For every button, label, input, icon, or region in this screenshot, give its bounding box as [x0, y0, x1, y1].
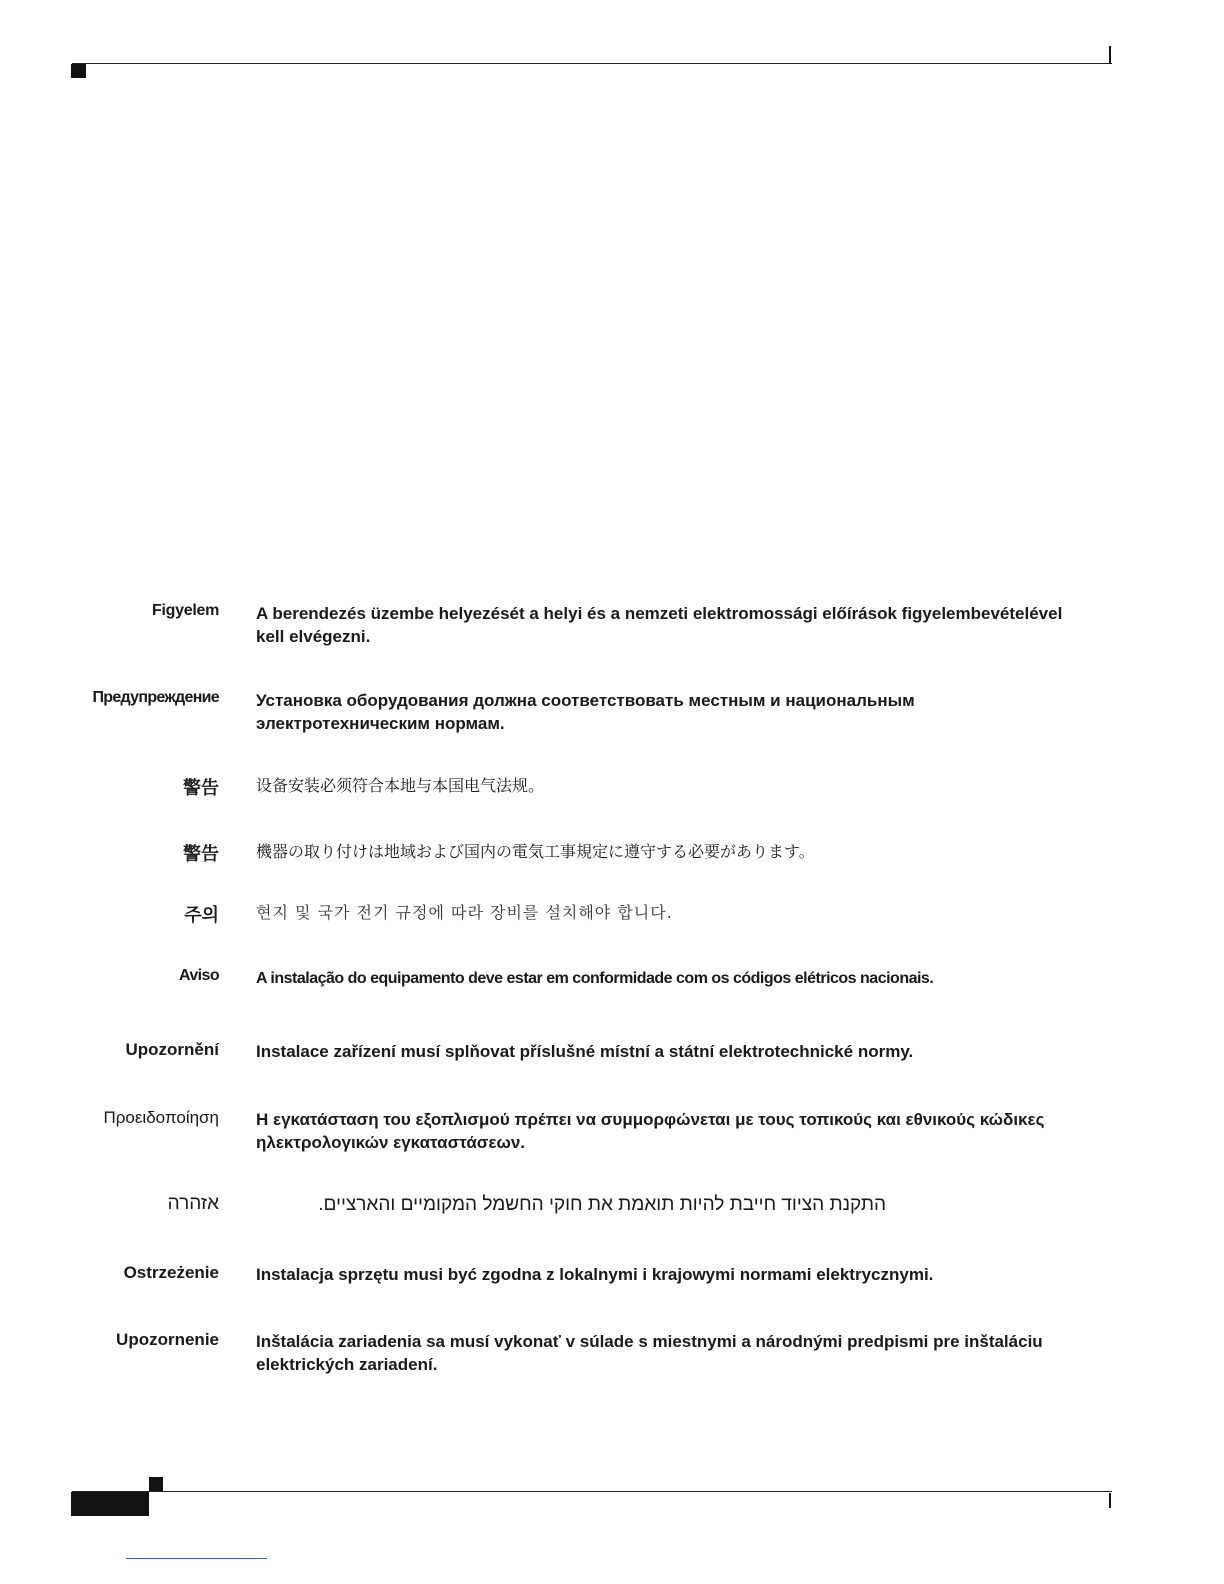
warning-label: Aviso — [179, 967, 219, 984]
warning-label: Предупреждение — [92, 689, 219, 706]
warning-label: Upozornění — [125, 1040, 219, 1059]
warning-label: 주의 — [184, 905, 219, 926]
warning-text: 设备安装必须符合本地与本国电气法规。 — [256, 776, 545, 795]
warning-label: Προειδοποίηση — [103, 1108, 219, 1127]
header-corner-marker — [71, 64, 86, 78]
header-rule — [72, 63, 1112, 64]
footer-link-underline[interactable] — [126, 1558, 267, 1559]
warning-text: 현지 및 국가 전기 규정에 따라 장비를 설치해야 합니다. — [256, 903, 673, 922]
footer-page-tab — [71, 1492, 149, 1516]
warning-label: 警告 — [183, 778, 219, 799]
footer-marker — [149, 1477, 163, 1491]
warning-text: A berendezés üzembe helyezését a helyi és a nemzeti elektromossági előírások figyelembevételével kell elvégezni. — [256, 604, 1063, 646]
warning-label: Figyelem — [152, 602, 219, 619]
warning-text: Установка оборудования должна соответствовать местным и национальным электротехническим нормам. — [256, 691, 915, 733]
warning-text: Instalacja sprzętu musi być zgodna z lokalnymi i krajowymi normami elektrycznymi. — [256, 1265, 934, 1284]
warning-label: 警告 — [183, 844, 219, 865]
warning-text: A instalação do equipamento deve estar em conformidade com os códigos elétricos nacionais. — [256, 970, 934, 987]
footer-right-tick — [1109, 1493, 1111, 1508]
warning-text: התקנת הציוד חייבת להיות תואמת את חוקי החשמל המקומיים והארציים. — [318, 1194, 886, 1215]
warning-label: Upozornenie — [116, 1330, 219, 1349]
warning-text: 機器の取り付けは地域および国内の電気工事規定に遵守する必要があります。 — [256, 842, 815, 861]
footer-rule — [72, 1491, 1112, 1492]
warning-text: Instalace zařízení musí splňovat příslušné místní a státní elektrotechnické normy. — [256, 1042, 914, 1061]
warning-label: אזהרה — [167, 1193, 219, 1214]
warning-label: Ostrzeżenie — [123, 1263, 219, 1282]
header-right-tick — [1109, 46, 1111, 64]
warning-text: Inštalácia zariadenia sa musí vykonať v súlade s miestnymi a národnými predpismi pre inštaláciu elektrických zariadení. — [256, 1332, 1043, 1374]
warning-text: Η εγκατάσταση του εξοπλισμού πρέπει να συμμορφώνεται με τους τοπικούς και εθνικούς κώδικες ηλεκτρολογικών εγκαταστάσεων. — [256, 1110, 1045, 1152]
